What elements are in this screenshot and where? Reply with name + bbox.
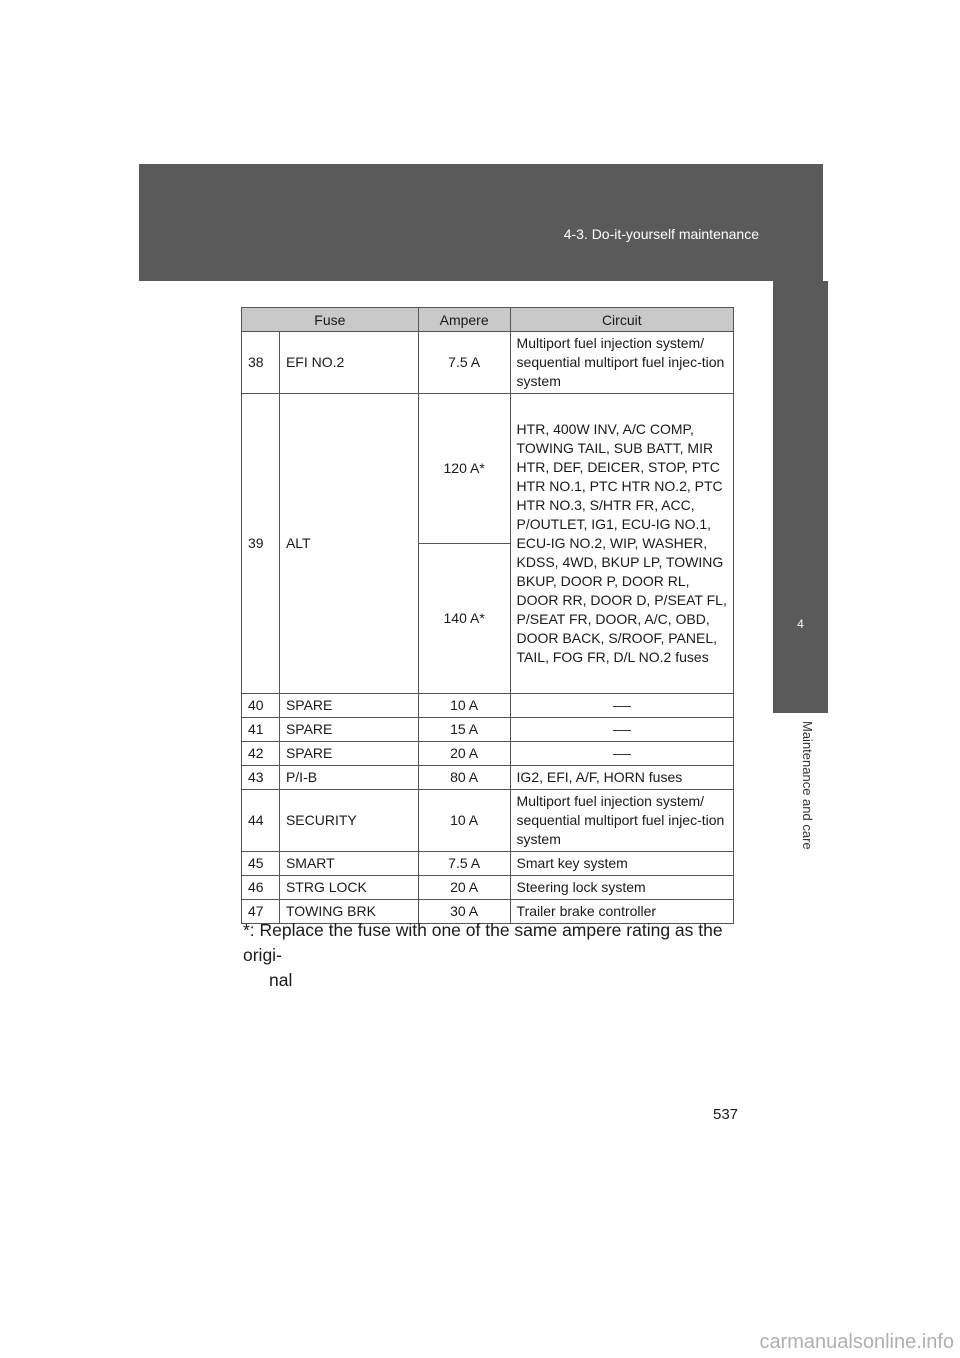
fuse-ampere: 10 A — [418, 790, 510, 852]
fuse-number: 41 — [242, 718, 280, 742]
page-number: 537 — [713, 1106, 739, 1123]
chapter-tab — [773, 281, 828, 713]
fuse-circuit: Multiport fuel injection system/ sequential multiport fuel injec-tion system — [510, 790, 733, 852]
fuse-ampere: 7.5 A — [418, 852, 510, 876]
fuse-number: 47 — [242, 900, 280, 924]
fuse-ampere: 120 A* — [418, 394, 510, 544]
table-row — [242, 852, 734, 876]
section-title: 4-3. Do-it-yourself maintenance — [563, 226, 759, 242]
fuse-circuit-none — [510, 694, 733, 718]
fuse-number: 45 — [242, 852, 280, 876]
footnote-line-1: *: Replace the fuse with one of the same ampere rating as the origi- — [243, 920, 723, 965]
table-row — [242, 694, 734, 718]
fuse-name: SPARE — [279, 718, 418, 742]
header-fuse: Fuse — [242, 308, 419, 332]
dash-mark — [613, 754, 631, 755]
header-circuit: Circuit — [510, 308, 733, 332]
table-row — [242, 394, 734, 544]
header-band — [139, 164, 823, 281]
fuse-circuit: IG2, EFI, A/F, HORN fuses — [510, 766, 733, 790]
fuse-name: STRG LOCK — [279, 876, 418, 900]
fuse-name: SPARE — [279, 694, 418, 718]
fuse-ampere: 80 A — [418, 766, 510, 790]
fuse-name: EFI NO.2 — [279, 332, 418, 394]
dash-mark — [613, 706, 631, 707]
fuse-name: SPARE — [279, 742, 418, 766]
fuse-number: 43 — [242, 766, 280, 790]
fuse-name: TOWING BRK — [279, 900, 418, 924]
fuse-ampere: 20 A — [418, 742, 510, 766]
fuse-number: 44 — [242, 790, 280, 852]
fuse-number: 46 — [242, 876, 280, 900]
table-row — [242, 790, 734, 852]
fuse-ampere: 10 A — [418, 694, 510, 718]
chapter-label: Maintenance and care — [800, 721, 815, 850]
chapter-number: 4 — [797, 617, 804, 631]
fuse-name: SECURITY — [279, 790, 418, 852]
table-header-row — [242, 308, 734, 332]
fuse-ampere: 15 A — [418, 718, 510, 742]
fuse-ampere: 140 A* — [418, 544, 510, 694]
fuse-circuit: Multiport fuel injection system/ sequential multiport fuel injec-tion system — [510, 332, 733, 394]
fuse-name: P/I-B — [279, 766, 418, 790]
fuse-ampere: 20 A — [418, 876, 510, 900]
fuse-table — [241, 307, 734, 924]
fuse-circuit: Steering lock system — [510, 876, 733, 900]
header-ampere: Ampere — [418, 308, 510, 332]
table-row — [242, 766, 734, 790]
fuse-ampere: 30 A — [418, 900, 510, 924]
fuse-number: 40 — [242, 694, 280, 718]
fuse-number: 39 — [242, 394, 280, 694]
fuse-number: 42 — [242, 742, 280, 766]
fuse-number: 38 — [242, 332, 280, 394]
watermark: carmanualsonline.info — [759, 1331, 954, 1353]
fuse-circuit: Trailer brake controller — [510, 900, 733, 924]
table-row — [242, 876, 734, 900]
fuse-circuit-none — [510, 742, 733, 766]
fuse-ampere: 7.5 A — [418, 332, 510, 394]
fuse-circuit-none — [510, 718, 733, 742]
fuse-circuit: HTR, 400W INV, A/C COMP, TOWING TAIL, SUB BATT, MIR HTR, DEF, DEICER, STOP, PTC HTR NO.1, PTC HTR NO.2, PTC HTR NO.3, S/HTR FR, ACC, P/OUTLET, IG1, ECU-IG NO.1, ECU-IG NO.2, WIP, WASHER, KDSS, 4WD, BKUP LP, TOWING BKUP, DOOR P, DOOR RL, DOOR RR, DOOR D, P/SEAT FL, P/SEAT FR, DOOR, A/C, OBD, DOOR BACK, S/ROOF, PANEL, TAIL, FOG FR, D/L NO.2 fuses — [510, 394, 733, 694]
fuse-name: SMART — [279, 852, 418, 876]
chapter-label-tab — [773, 713, 828, 878]
footnote-line-2: nal — [269, 970, 293, 990]
table-row — [242, 332, 734, 394]
table-row — [242, 718, 734, 742]
fuse-circuit: Smart key system — [510, 852, 733, 876]
table-row — [242, 742, 734, 766]
footnote — [243, 918, 763, 993]
fuse-name: ALT — [279, 394, 418, 694]
dash-mark — [613, 730, 631, 731]
